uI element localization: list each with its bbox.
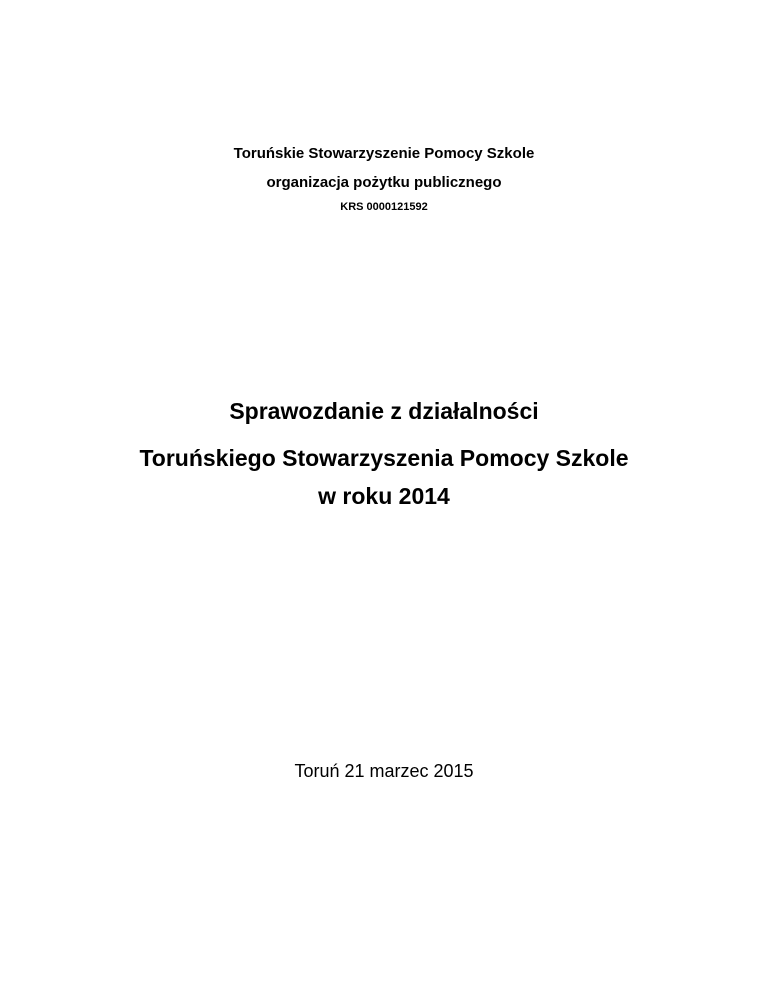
organization-status: organizacja pożytku publicznego (266, 174, 502, 191)
report-title-line-3: w roku 2014 (318, 483, 450, 509)
place-and-date: Toruń 21 marzec 2015 (294, 761, 474, 781)
report-title-line-2: Toruńskiego Stowarzyszenia Pomocy Szkole (139, 445, 629, 471)
report-title-line-1: Sprawozdanie z działalności (229, 398, 539, 424)
krs-number: KRS 0000121592 (340, 201, 428, 213)
organization-name: Toruńskie Stowarzyszenie Pomocy Szkole (233, 145, 535, 162)
